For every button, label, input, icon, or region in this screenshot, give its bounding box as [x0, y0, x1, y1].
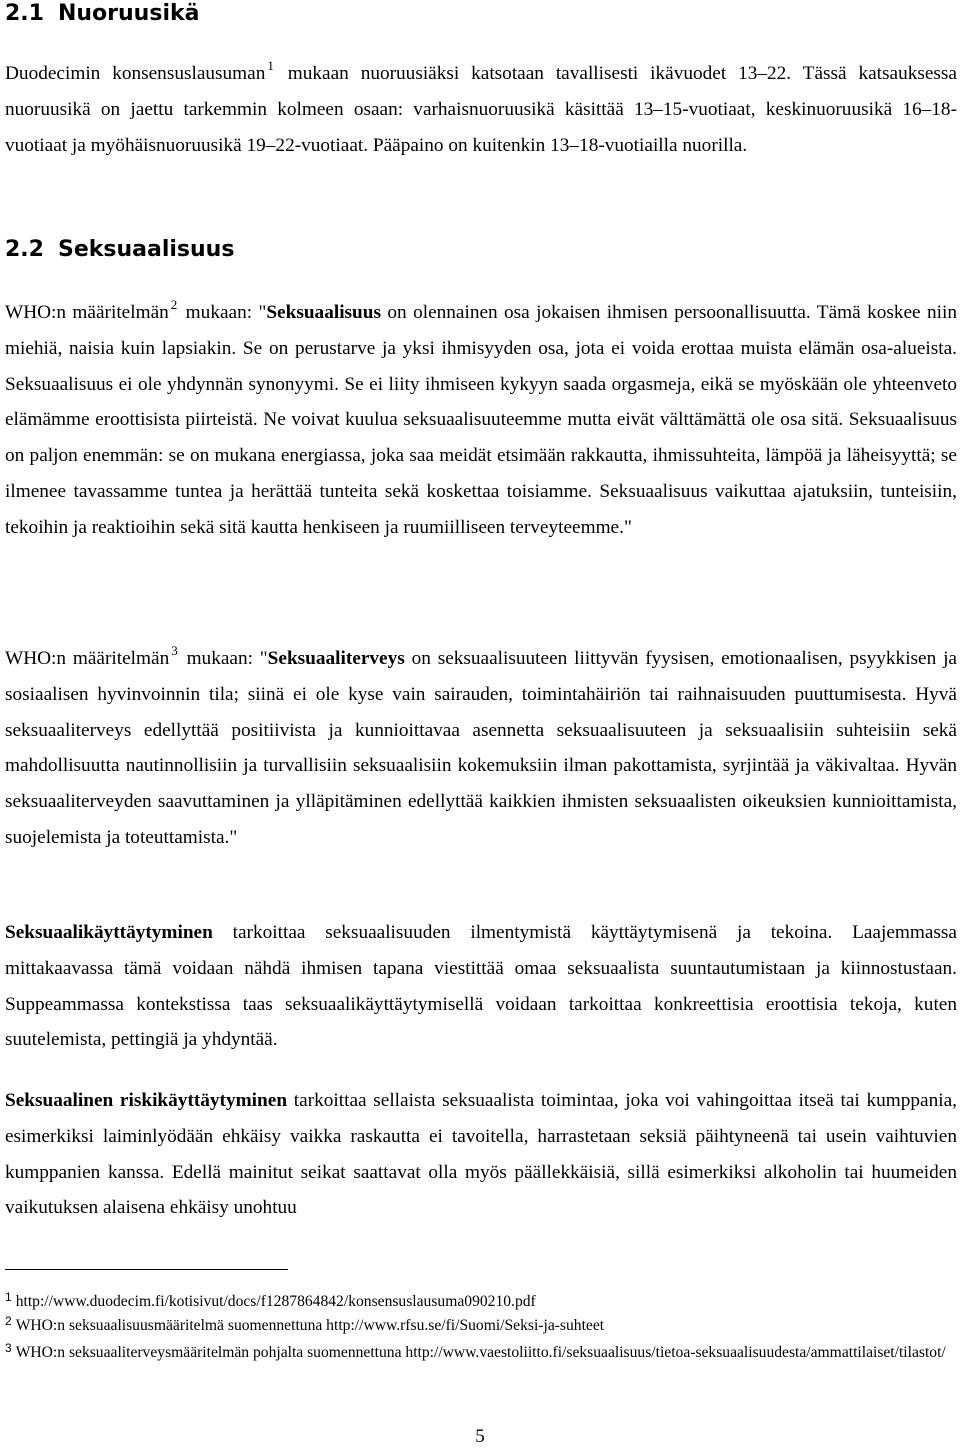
footnote-number: 2 [5, 1314, 12, 1328]
paragraph-seksuaalikayttaytyminen: Seksuaalikäyttäytyminen tarkoittaa seksuaalisuuden ilmentymistä käyttäytymisenä ja tekoina. Laajemmassa mittakaavassa tämä voidaan nähdä ihmisen tapana viestittää omaa seksuaalista suuntautumistaan ja kiinnostustaan. Suppeammassa kontekstissa taas seksuaalikäyttäytymisellä voidaan tarkoittaa konkreettisia eroottisia tekoja, kuten suutelemista, pettingiä ja yhdyntää. [5, 922, 957, 1051]
footnote-link[interactable]: http://www.duodecim.fi/kotisivut/docs/f1287864842/konsensuslausuma090210.pdf [15, 1293, 536, 1310]
section-title: Seksuaalisuus [57, 237, 235, 262]
footnote-ref-3[interactable]: 3 [171, 643, 178, 658]
footnote-separator [5, 1269, 288, 1270]
paragraph-who-seksuaaliterveys: WHO:n määritelmän $^3$ mukaan: "Seksuaaliterveys on seksuaalisuuteen liittyvän fyysisen, emotionaalisen, psyykkisen ja sosiaalisen hyvinvoinnin tila; siinä ei ole kyse vain sairauden, toimintahäiriön tai raihnaisuuden puuttumisesta. Hyvä seksuaaliterveys edellyttää positiivista ja kunnioittavaa asennetta seksuaalisuuteen ja seksuaalisiin suhteisiin sekä mahdollisuutta nautinnollisiin ja turvallisiin seksuaalisiin kokemuksiin ilman pakottamista, syrjintää ja väkivaltaa. Hyvän seksuaaliterveyden saavuttaminen ja ylläpitäminen edellyttää kaikkien ihmisten seksuaalisten oikeuksien kunnioittamista, suojelemista ja toteuttamista." [5, 643, 957, 848]
footnote-ref-1[interactable]: 1 [267, 58, 274, 73]
paragraph-who-seksuaalisuus: WHO:n määritelmän $^2$ mukaan: "Seksuaalisuus on olennainen osa jokaisen ihmisen persoonallisuutta. Tämä koskee niin miehiä, naisia kuin lapsiakin. Se on perustarve ja yksi ihmisyyden osa, jota ei voida erottaa muista elämän osa-alueista. Seksuaalisuus ei ole yhdynnän synonyymi. Se ei liity ihmiseen kykyyn saada orgasmeja, eikä se myöskään ole yhteenveto elämämme eroottisista piirteistä. Ne voivat kuulua seksuaalisuuteemme mutta eivät välttämättä ole osa sitä. Seksuaalisuus on paljon enemmän: se on mukana energiassa, joka saa meidät etsimään rakkautta, ihmissuhteita, lämpöä ja läheisyyttä; se ilmenee tavassamme tuntea ja herättää tunteita sekä koskettaa toisiamme. Seksuaalisuus vaikuttaa ajatuksiin, tunteisiin, tekoihin ja reaktioihin sekä sitä kautta henkiseen ja ruumiilliseen terveyteemme." [5, 297, 957, 538]
term-seksuaalikayttaytyminen: Seksuaalikäyttäytyminen [5, 922, 213, 943]
footnote-link[interactable]: WHO:n seksuaalisuusmääritelmä suomennettuna http://www.rfsu.se/fi/Suomi/Seksi-ja-suhteet [15, 1317, 605, 1334]
term-riskikayttaytyminen: Seksuaalinen riskikäyttäytyminen [5, 1090, 288, 1111]
footnote-link[interactable]: WHO:n seksuaaliterveysmääritelmän pohjalta suomennettuna http://www.vaestoliitto.fi/seksuaalisuus/tietoa-seksuaalisuudesta/ammattilaiset/tilastot/ [15, 1344, 946, 1361]
term-seksuaalisuus: Seksuaalisuus [266, 302, 382, 323]
footnote-3 [5, 1336, 957, 1365]
footnote-ref-2[interactable]: 2 [170, 297, 178, 312]
paragraph-nuoruusika: Duodecimin konsensuslausuman $^1$ mukaan nuoruusiäksi katsotaan tavallisesti ikävuodet 13–22. Tässä katsauksessa nuoruusikä on jaettu tarkemmin kolmeen osaan: varhaisnuoruusikä käsittää 13–15-vuotiaat, keskinuoruusikä 16–18-vuotiaat ja myöhäisnuoruusikä 19–22-vuotiaat. Pääpaino on kuitenkin 13–18-vuotiailla nuorilla. [5, 58, 957, 156]
section-title: Nuoruusikä [57, 1, 200, 26]
footnote-2 [5, 1309, 957, 1338]
footnote-number: 3 [5, 1341, 12, 1355]
footnote-number: 1 [5, 1290, 12, 1304]
paragraph-riskikayttaytyminen: Seksuaalinen riskikäyttäytyminen tarkoittaa sellaista seksuaalista toimintaa, joka voi vahingoittaa itseä tai kumppania, esimerkiksi laiminlyödään ehkäisy vaikka raskautta ei tavoitella, harrastetaan seksiä päihtyneenä tai usein vaihtuvien kumppanien kanssa. Edellä mainitut seikat saattavat olla myös päällekkäisiä, sillä esimerkiksi alkoholin tai huumeiden vaikutuksen alaisena ehkäisy unohtuu [5, 1090, 957, 1219]
term-seksuaaliterveys: Seksuaaliterveys [267, 648, 405, 669]
section-number: 2.1 [5, 1, 44, 26]
page-number: 5 [475, 1426, 485, 1447]
section-number: 2.2 [5, 237, 44, 262]
section-heading-seksuaalisuus [5, 236, 234, 264]
section-heading-nuoruusika [5, 0, 199, 28]
